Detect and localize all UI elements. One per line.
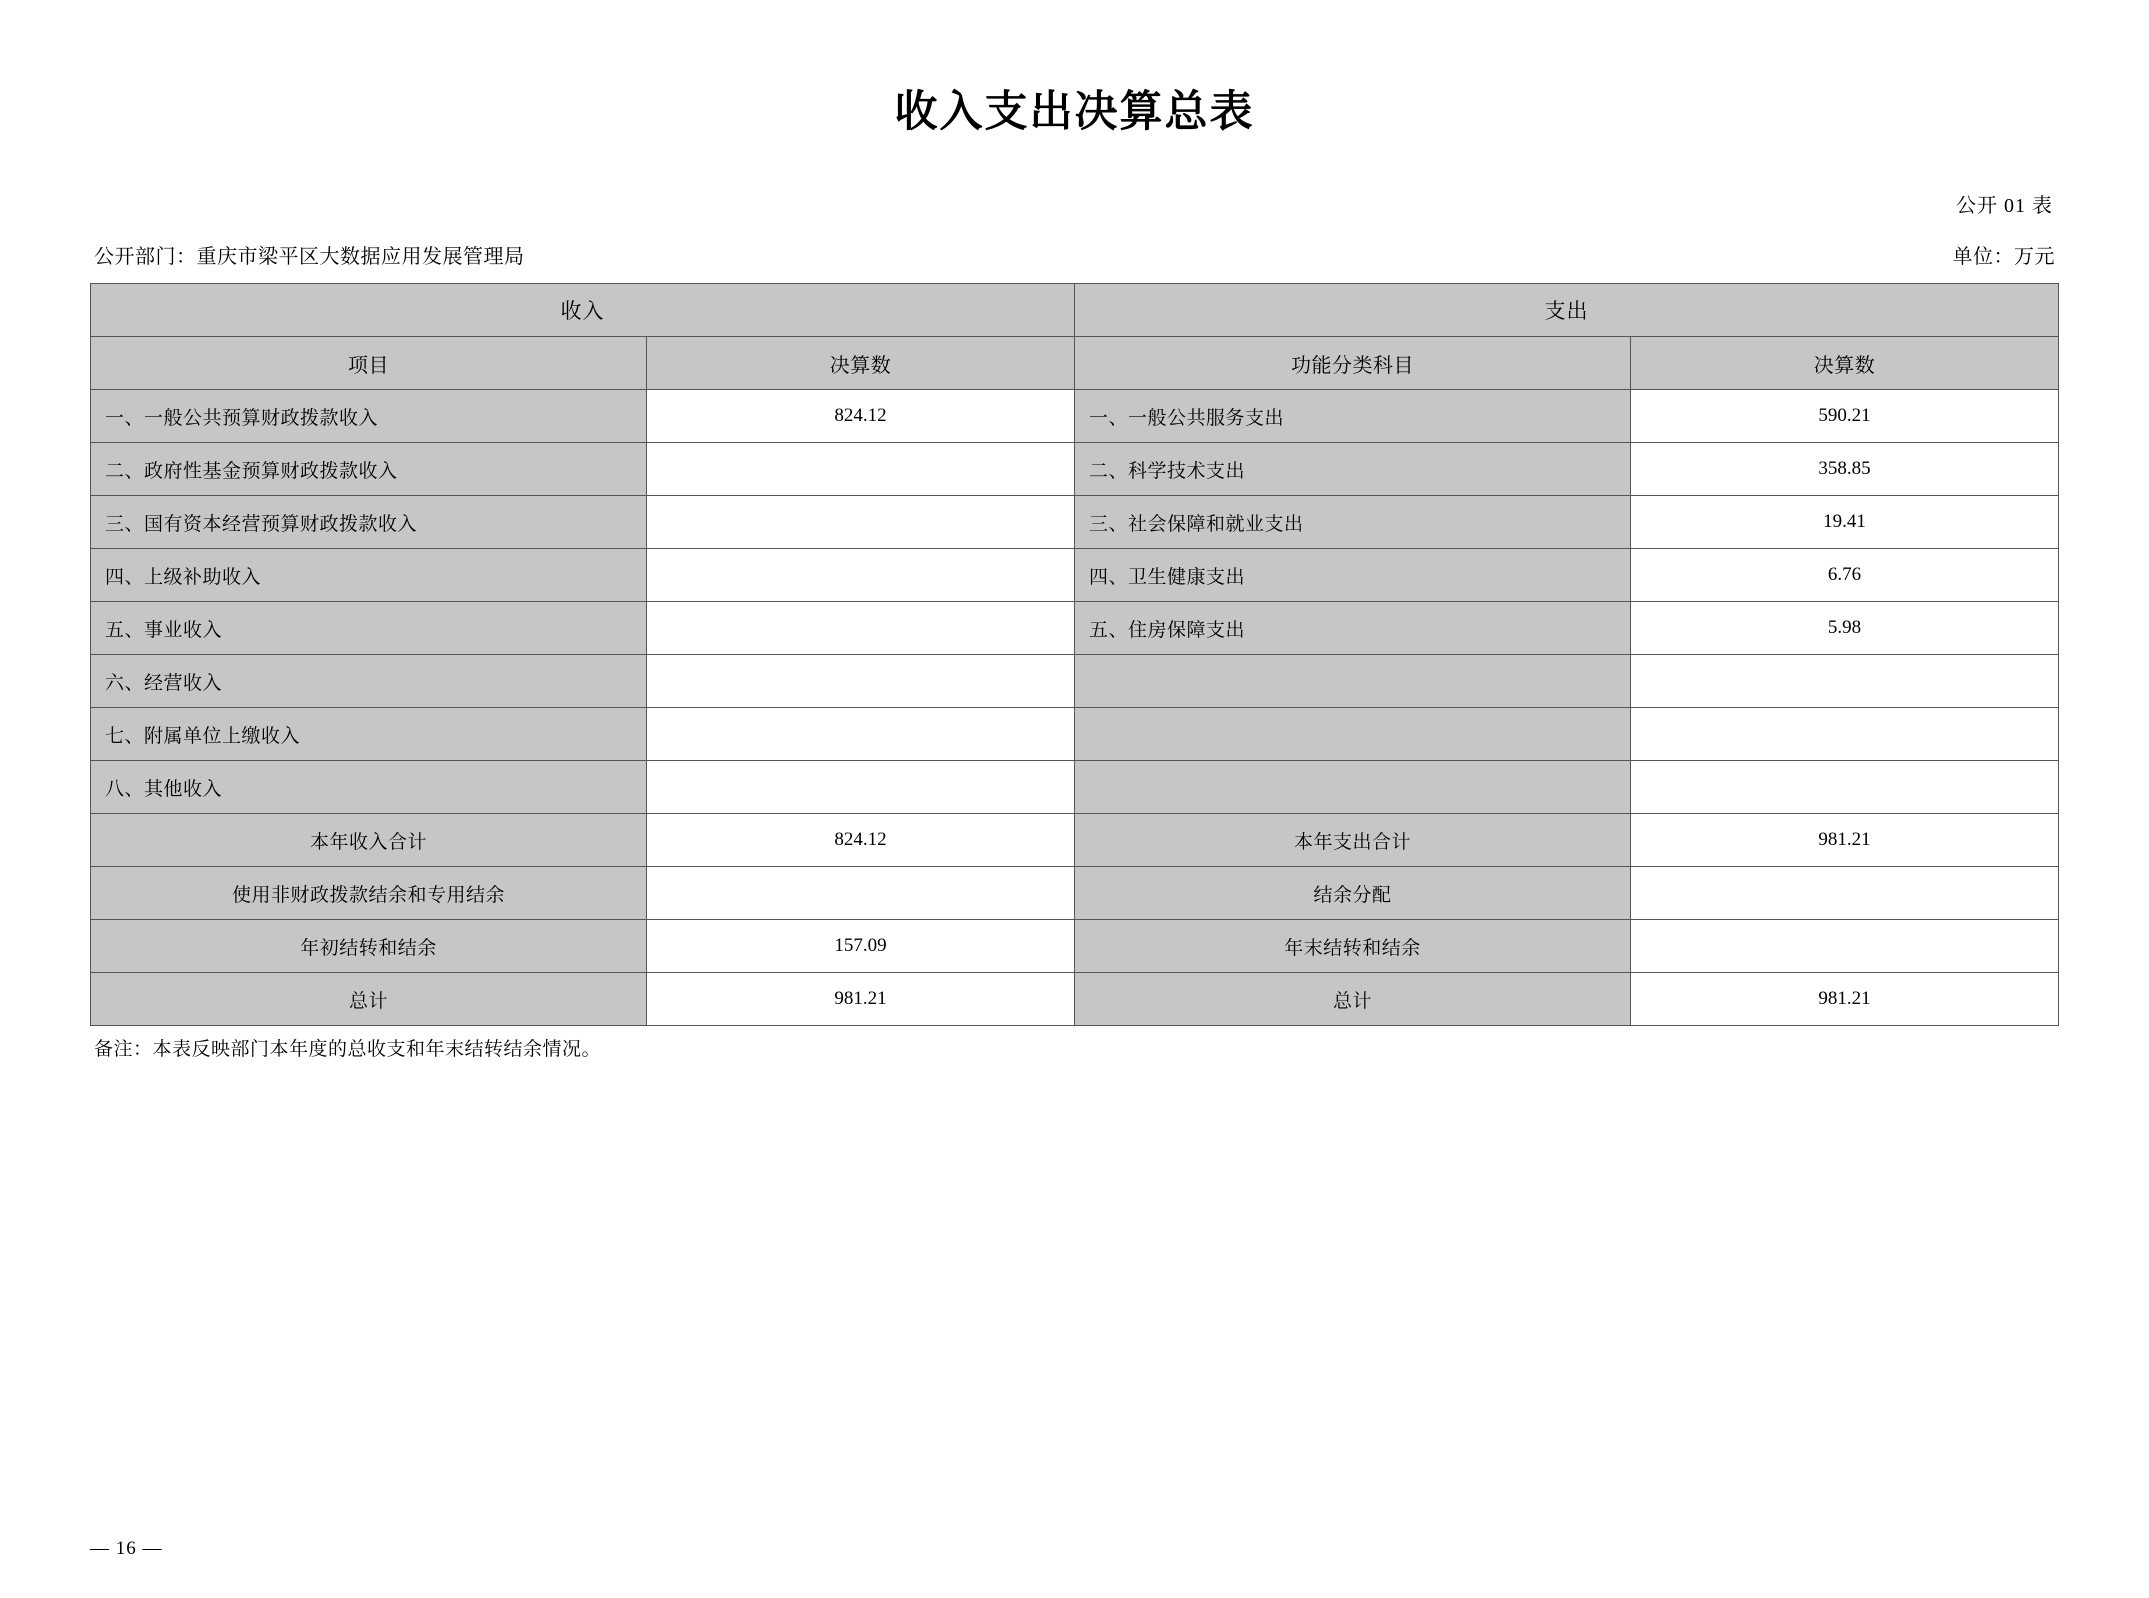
meta-row (90, 240, 2059, 269)
expenditure-amount: 981.21 (1631, 973, 2059, 1026)
group-header-expenditure: 支出 (1075, 284, 2059, 337)
table-row (91, 867, 2059, 920)
income-item: 四、上级补助收入 (91, 549, 647, 602)
page-number: — 16 — (90, 1538, 163, 1559)
expenditure-item: 二、科学技术支出 (1075, 443, 1631, 496)
table-row (91, 973, 2059, 1026)
income-amount (647, 549, 1075, 602)
income-item: 五、事业收入 (91, 602, 647, 655)
expenditure-amount (1631, 867, 2059, 920)
table-row (91, 920, 2059, 973)
table-row (91, 390, 2059, 443)
expenditure-item: 本年支出合计 (1075, 814, 1631, 867)
expenditure-item: 年末结转和结余 (1075, 920, 1631, 973)
income-amount: 981.21 (647, 973, 1075, 1026)
expenditure-item: 四、卫生健康支出 (1075, 549, 1631, 602)
expenditure-item (1075, 708, 1631, 761)
expenditure-item: 三、社会保障和就业支出 (1075, 496, 1631, 549)
expenditure-amount: 19.41 (1631, 496, 2059, 549)
expenditure-amount: 358.85 (1631, 443, 2059, 496)
table-note: 备注：本表反映部门本年度的总收支和年末结转结余情况。 (94, 1039, 602, 1060)
income-amount (647, 443, 1075, 496)
income-item: 年初结转和结余 (91, 920, 647, 973)
income-item: 本年收入合计 (91, 814, 647, 867)
expenditure-amount: 5.98 (1631, 602, 2059, 655)
expenditure-item: 五、住房保障支出 (1075, 602, 1631, 655)
income-amount (647, 761, 1075, 814)
column-header-income-amount: 决算数 (647, 337, 1075, 390)
unit-label: 单位：万元 (1952, 246, 2055, 268)
income-item: 总计 (91, 973, 647, 1026)
income-amount: 824.12 (647, 814, 1075, 867)
income-amount (647, 602, 1075, 655)
department-label: 公开部门：重庆市梁平区大数据应用发展管理局 (94, 246, 525, 268)
income-item: 二、政府性基金预算财政拨款收入 (91, 443, 647, 496)
table-column-header-row (91, 337, 2059, 390)
expenditure-amount (1631, 708, 2059, 761)
column-header-expenditure-item: 功能分类科目 (1075, 337, 1631, 390)
expenditure-amount: 981.21 (1631, 814, 2059, 867)
expenditure-item (1075, 761, 1631, 814)
expenditure-item: 一、一般公共服务支出 (1075, 390, 1631, 443)
table-row (91, 549, 2059, 602)
expenditure-item (1075, 655, 1631, 708)
table-row (91, 708, 2059, 761)
budget-table (90, 283, 2059, 1026)
table-body (91, 284, 2059, 1026)
income-amount (647, 655, 1075, 708)
income-item: 六、经营收入 (91, 655, 647, 708)
table-row (91, 602, 2059, 655)
table-row (91, 496, 2059, 549)
income-item: 七、附属单位上缴收入 (91, 708, 647, 761)
group-header-income: 收入 (91, 284, 1075, 337)
expenditure-amount: 590.21 (1631, 390, 2059, 443)
income-amount (647, 496, 1075, 549)
table-group-header-row (91, 284, 2059, 337)
expenditure-amount (1631, 761, 2059, 814)
expenditure-amount (1631, 655, 2059, 708)
expenditure-amount (1631, 920, 2059, 973)
table-row (91, 814, 2059, 867)
expenditure-amount: 6.76 (1631, 549, 2059, 602)
income-item: 一、一般公共预算财政拨款收入 (91, 390, 647, 443)
income-amount (647, 867, 1075, 920)
table-row (91, 443, 2059, 496)
income-item: 三、国有资本经营预算财政拨款收入 (91, 496, 647, 549)
table-row (91, 655, 2059, 708)
income-amount (647, 708, 1075, 761)
column-header-income-item: 项目 (91, 337, 647, 390)
table-row (91, 761, 2059, 814)
income-amount: 824.12 (647, 390, 1075, 443)
income-amount: 157.09 (647, 920, 1075, 973)
sheet-number: 公开 01 表 (1956, 195, 2053, 217)
expenditure-item: 结余分配 (1075, 867, 1631, 920)
page-title: 收入支出决算总表 (894, 87, 1255, 137)
income-item: 八、其他收入 (91, 761, 647, 814)
document-page (0, 78, 2149, 1598)
income-item: 使用非财政拨款结余和专用结余 (91, 867, 647, 920)
column-header-expenditure-amount: 决算数 (1631, 337, 2059, 390)
expenditure-item: 总计 (1075, 973, 1631, 1026)
